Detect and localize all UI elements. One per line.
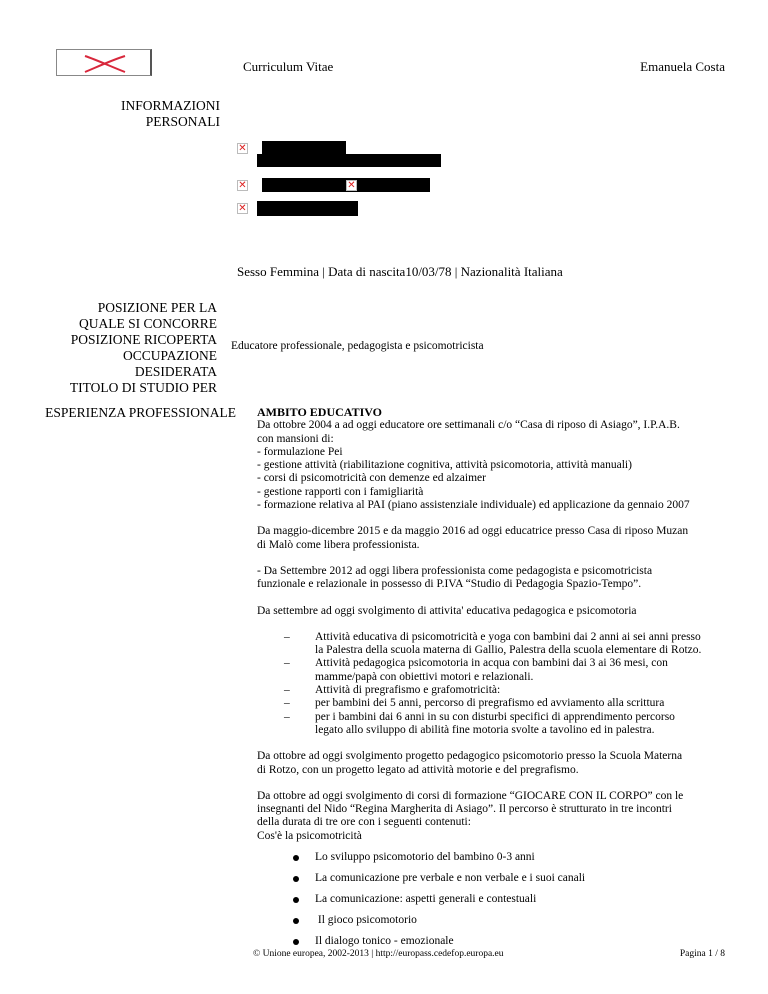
text-line: Il dialogo tonico - emozionale bbox=[315, 935, 454, 948]
text-line: Attività pedagogica psicomotoria in acqua con bambini dai 3 ai 36 mesi, con bbox=[315, 657, 668, 670]
broken-image-icon: ✕ bbox=[238, 143, 247, 154]
redacted-email bbox=[257, 201, 358, 216]
text-line: - gestione rapporti con i famigliarità bbox=[257, 485, 424, 498]
page-number: Pagina 1 / 8 bbox=[679, 949, 725, 959]
text-line: mamme/papà con obiettivi motori e relazionali. bbox=[315, 670, 534, 683]
activity-list bbox=[257, 631, 727, 737]
bullet-icon bbox=[293, 939, 299, 945]
redacted-address-line1 bbox=[262, 141, 346, 155]
position-label-line: DESIDERATA bbox=[134, 364, 217, 379]
course-contents-list bbox=[257, 849, 727, 950]
text-line: per bambini dei 5 anni, percorso di pregrafismo ed avviamento alla scrittura bbox=[315, 697, 665, 710]
experience-block-1 bbox=[257, 419, 727, 512]
text-line: Il gioco psicomotorio bbox=[315, 914, 417, 927]
text-line: funzionale e relazionale in possesso di P.IVA “Studio di Pedagogia Spazio-Tempo”. bbox=[257, 578, 642, 591]
experience-heading: AMBITO EDUCATIVO bbox=[257, 405, 382, 419]
europass-logo-icon bbox=[57, 50, 153, 77]
bullet-icon bbox=[293, 876, 299, 882]
position-label bbox=[69, 300, 217, 395]
list-item bbox=[257, 891, 727, 908]
text-line: - formulazione Pei bbox=[257, 445, 343, 458]
text-line: Da settembre ad oggi svolgimento di attivita' educativa pedagogica e psicomotoria bbox=[257, 604, 637, 617]
position-label-line: QUALE SI CONCORRE bbox=[78, 316, 217, 331]
dash-marker: – bbox=[284, 630, 290, 643]
experience-block-3 bbox=[257, 565, 727, 592]
list-item bbox=[257, 933, 727, 950]
list-item bbox=[257, 697, 727, 710]
text-line: Da ottobre ad oggi svolgimento progetto pedagogico psicomotorio presso la Scuola Materna bbox=[257, 750, 683, 763]
experience-block-4 bbox=[257, 605, 727, 618]
personal-info-label-line1: INFORMAZIONI bbox=[121, 98, 220, 113]
dash-marker: – bbox=[284, 657, 290, 670]
personal-info-label-line2: PERSONALI bbox=[145, 114, 220, 129]
experience-content bbox=[257, 406, 727, 950]
broken-image-icon: ✕ bbox=[238, 180, 247, 191]
text-line: - gestione attività (riabilitazione cognitiva, attività psicomotoria, attività manuali) bbox=[257, 459, 632, 472]
text-line: della durata di tre ore con i seguenti contenuti: bbox=[257, 816, 471, 829]
experience-block-2 bbox=[257, 525, 727, 552]
text-line: - corsi di psicomotricità con demenze ed alzaimer bbox=[257, 472, 486, 485]
list-item bbox=[257, 849, 727, 866]
experience-block-6 bbox=[257, 790, 727, 843]
experience-label: ESPERIENZA PROFESSIONALE bbox=[45, 405, 236, 420]
position-label-line: POSIZIONE PER LA bbox=[97, 300, 217, 315]
list-item bbox=[257, 912, 727, 929]
text-line: Cos'è la psicomotricità bbox=[257, 829, 362, 842]
list-item bbox=[257, 684, 727, 697]
text-line: Da maggio-dicembre 2015 e da maggio 2016 ad oggi educatrice presso Casa di riposo Muzan bbox=[257, 525, 689, 538]
text-line: La comunicazione: aspetti generali e contestuali bbox=[315, 893, 537, 906]
candidate-name: Emanuela Costa bbox=[640, 59, 725, 74]
text-line: Da ottobre 2004 a ad oggi educatore ore settimanali c/o “Casa di riposo di Asiago”, I.P.A.B. bbox=[257, 419, 680, 432]
text-line: legato allo sviluppo di abilità fine motoria svolte a tavolino ed in palestra. bbox=[315, 723, 655, 736]
text-line: - formazione relativa al PAI (piano assistenziale individuale) ed applicazione da gennaio 2007 bbox=[257, 499, 690, 512]
bullet-icon bbox=[293, 855, 299, 861]
text-line: La comunicazione pre verbale e non verbale e i suoi canali bbox=[315, 872, 586, 885]
bullet-icon bbox=[293, 918, 299, 924]
list-item bbox=[257, 631, 727, 658]
redacted-address-line2 bbox=[257, 154, 441, 167]
dash-marker: – bbox=[284, 710, 290, 723]
text-line: Attività educativa di psicomotricità e yoga con bambini dai 2 anni ai sei anni presso bbox=[315, 630, 701, 643]
text-line: di Malò come libera professionista. bbox=[257, 538, 420, 551]
europass-logo bbox=[56, 49, 152, 76]
cv-title: Curriculum Vitae bbox=[243, 59, 334, 74]
personal-details: Sesso Femmina | Data di nascita10/03/78 | Nazionalità Italiana bbox=[237, 264, 563, 279]
text-line: la Palestra della scuola materna di Gallio, Palestra della scuola elementare di Rotzo. bbox=[315, 644, 702, 657]
footer-copyright: © Unione europea, 2002-2013 | http://europass.cedefop.europa.eu bbox=[253, 949, 504, 959]
text-line: con mansioni di: bbox=[257, 432, 334, 445]
list-item bbox=[257, 711, 727, 738]
list-item bbox=[257, 870, 727, 887]
dash-marker: – bbox=[284, 697, 290, 710]
text-line: Attività di pregrafismo e grafomotricità: bbox=[315, 684, 501, 697]
broken-image-icon: ✕ bbox=[238, 203, 247, 214]
position-value: Educatore professionale, pedagogista e psicomotricista bbox=[231, 340, 484, 352]
text-line: Da ottobre ad oggi svolgimento di corsi di formazione “GIOCARE CON IL CORPO” con le bbox=[257, 789, 684, 802]
dash-marker: – bbox=[284, 684, 290, 697]
bullet-icon bbox=[293, 897, 299, 903]
text-line: Lo sviluppo psicomotorio del bambino 0-3 anni bbox=[315, 851, 535, 864]
experience-block-5 bbox=[257, 750, 727, 777]
text-line: per i bambini dai 6 anni in su con disturbi specifici di apprendimento percorso bbox=[315, 710, 675, 723]
list-item bbox=[257, 657, 727, 684]
position-label-line: OCCUPAZIONE bbox=[122, 348, 217, 363]
position-label-line: POSIZIONE RICOPERTA bbox=[70, 332, 217, 347]
text-line: di Rotzo, con un progetto legato ad attività motorie e del pregrafismo. bbox=[257, 763, 579, 776]
text-line: - Da Settembre 2012 ad oggi libera professionista come pedagogista e psicomotricista bbox=[257, 564, 653, 577]
position-label-line: TITOLO DI STUDIO PER bbox=[69, 380, 217, 395]
broken-image-icon: ✕ bbox=[347, 180, 356, 191]
personal-info-label bbox=[121, 98, 220, 130]
text-line: insegnanti del Nido “Regina Margherita di Asiago”. Il percorso è strutturato in tre incontri bbox=[257, 803, 672, 816]
